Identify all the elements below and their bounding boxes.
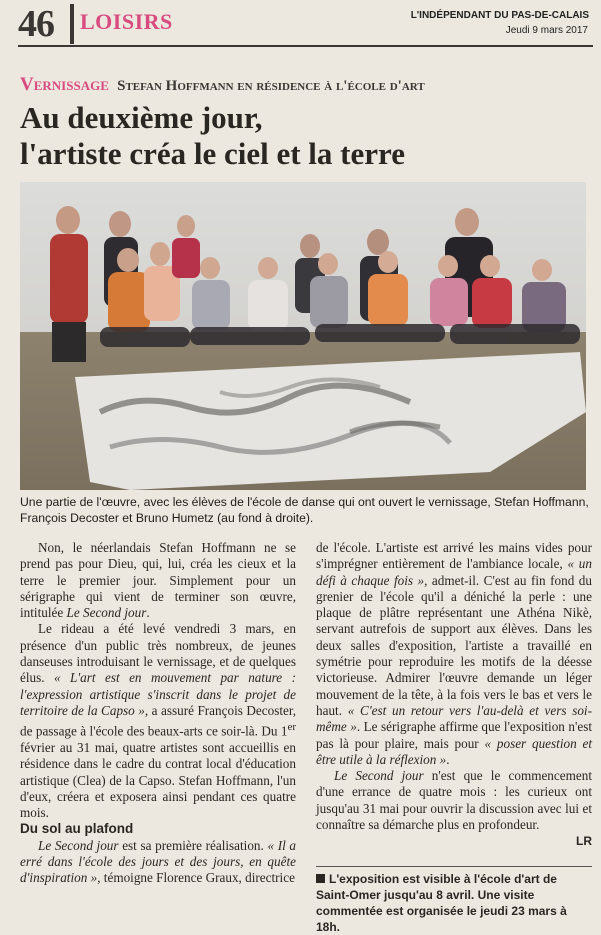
p3-quote-3-cont: C'est un retour vers l'au-delà et vers soi-même »: [316, 702, 592, 735]
p2-text-b: , a assuré François Decoster, de passage à l'école des beaux-arts ce soir-là. Du 1: [20, 702, 296, 739]
p3-text-b: , témoigne Florence Graux, directrice: [97, 870, 295, 886]
p2-text-c: février au 31 mai, quatre artistes sont accueillis en résidence dans le cadre du contrat local d'éducation artistique (Clea) de la Capso. Stefan Hoffmann, l'un d'eux, créera et exposera ainsi pendant ces quatre mois.: [20, 739, 296, 821]
kicker-label: Vernissage: [20, 74, 109, 95]
paragraph-3: [20, 838, 296, 887]
p3-end: .: [446, 751, 450, 767]
p3-quote: « Il a erré dans l'école des jours et des jours, en quête d'inspiration »: [20, 837, 296, 886]
article-column-right: [316, 540, 592, 935]
p2-sup: er: [287, 721, 296, 734]
paragraph-4: [316, 768, 592, 833]
issue-date: Jeudi 9 mars 2017: [505, 25, 588, 36]
article-headline: [20, 100, 580, 172]
p3-text-c-cont: admet-il. C'est au fin fond du grenier de l'école qu'il a déniché la perle : une plaque de plâtre représentant une Athéna Nikè, servant autrefois de support aux élèves. Dans les deux salles d'exposition, l'artiste a travaillé en symétrie pour reproduire les motifs de la déesse victorieuse. Admirer l'œuvre demande un léger mouvement de la tête, à la fois vers le bas et vers le haut.: [316, 572, 592, 718]
paragraph-3-continued: [316, 540, 592, 768]
author-signature: LR: [576, 834, 592, 849]
p2-text: Le rideau a été levé vendredi 3 mars, en présence d'un public très nombreux, de jeunes danseuses introduisant le vernissage, et de quelques élus.: [20, 621, 296, 686]
subheading: Du sol au plafond: [20, 821, 134, 837]
p3-work-title: Le Second jour: [38, 837, 119, 853]
paragraph-2: [20, 621, 296, 821]
p3-text-d: .: [356, 719, 361, 735]
page-number: 46: [18, 3, 54, 45]
p2-quote: « L'art est en mouvement par nature : l'expression artistique s'inscrit dans le projet de territoire de la Capso »: [20, 670, 296, 718]
p3-text-c: ,: [424, 572, 428, 588]
article-photo: [20, 182, 586, 490]
p1-text: Non, le néerlandais Stefan Hoffmann ne se prend pas pour Dieu, qui, lui, créa les cieux et la terre le premier jour. Simplement pour un sérigraphe qui vient de terminer son œuvre, intitulée: [20, 540, 296, 621]
p1-work-title: Le Second jour: [66, 605, 147, 621]
article-column-left: [20, 540, 296, 887]
p3-text: est sa première réalisation.: [118, 837, 268, 853]
paragraph-1: [20, 540, 296, 621]
p3-quote-4-cont: poser question et être utile à la réflexion »: [316, 735, 592, 767]
p3-quote-2-cont: un défi à chaque fois »: [316, 556, 592, 588]
kicker-text: Stefan Hoffmann en résidence à l'école d'art: [117, 78, 425, 94]
photo-caption: Une partie de l'œuvre, avec les élèves de l'école de danse qui ont ouvert le vernissage, Stefan Hoffmann, François Decoster et Bruno Humetz (au fond à droite).: [20, 495, 589, 525]
p4-work-title: Le Second jour: [334, 768, 424, 784]
headline-line-1: Au deuxième jour,: [20, 100, 263, 135]
section-title: LOISIRS: [80, 9, 173, 34]
p3-text-b-cont: de l'école. L'artiste est arrivé les mains vides pour s'imprégner entièrement de l'ambiance locale,: [316, 540, 592, 572]
headline-line-2: l'artiste créa le ciel et la terre: [20, 136, 405, 171]
header-rule: [18, 45, 593, 47]
p4-text: n'est que le commencement d'une errance de quatre mois : les curieux ont jusqu'au 31 mai pour ouvrir la discussion avec lui et connaître sa démarche plus en profondeur.: [316, 768, 592, 833]
info-text: L'exposition est visible à l'école d'art de Saint-Omer jusqu'au 8 avril. Une visite commentée est organisée le jeudi 23 mars à 18h.: [316, 871, 567, 934]
header-divider: [70, 4, 74, 44]
p1-end: .: [146, 605, 150, 621]
p3-quote-4: «: [484, 735, 492, 751]
info-box: [316, 866, 592, 935]
p3-quote-2: «: [567, 556, 575, 572]
article-kicker: [20, 74, 425, 96]
square-bullet-icon: [316, 874, 325, 883]
p3-text-d-cont: Le sérigraphe affirme que l'exposition n'est pas là pour plaire, mais pour: [316, 719, 592, 751]
newspaper-name: L'INDÉPENDANT DU PAS-DE-CALAIS: [410, 10, 589, 21]
p3-quote-3: «: [347, 702, 355, 718]
